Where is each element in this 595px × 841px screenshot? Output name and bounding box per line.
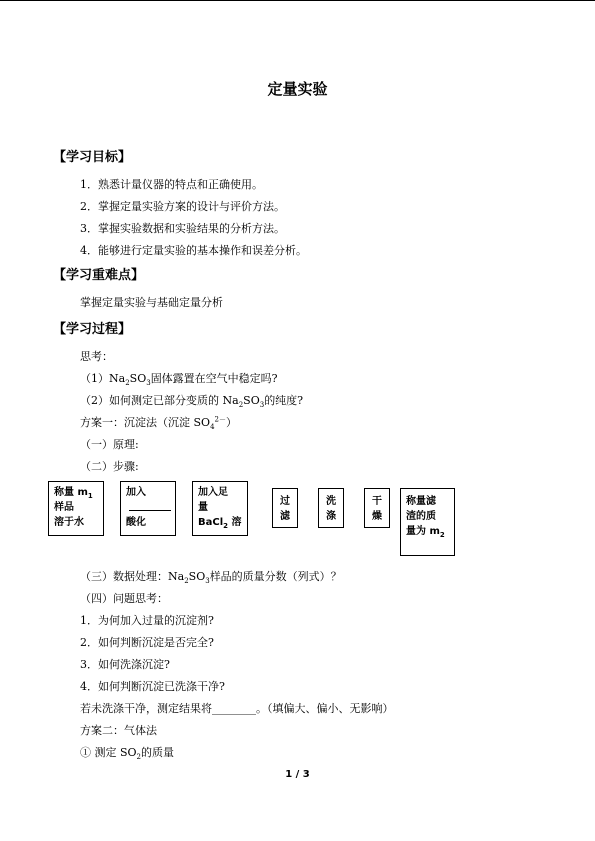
flow-step-dry: 干 燥 (364, 488, 390, 528)
page-number: 1 / 3 (285, 769, 310, 780)
data-processing: （三）数据处理：$Na_2SO_3$样品的质量分数（列式）？ (80, 570, 342, 586)
problem-3: 3．如何洗涤沉淀? (80, 658, 170, 671)
goal-item-1: 1．熟悉计量仪器的特点和正确使用。 (80, 178, 263, 191)
problem-4: 4．如何判断沉淀已洗涤干净? (80, 680, 225, 693)
keypoints-heading: 【学习重难点】 (53, 268, 145, 283)
flow-step-filter: 过 滤 (272, 488, 298, 528)
goal-item-3: 3．掌握实验数据和实验结果的分析方法。 (80, 222, 285, 235)
process-heading: 【学习过程】 (53, 322, 132, 337)
flow-step-weigh-dissolve: 称量 $m_1$ 样品 溶于水 (48, 481, 104, 536)
plan-1-label: 方案一：沉淀法（沉淀 $SO_4^{2-}$） (80, 415, 237, 432)
problem-2: 2．如何判断沉淀是否完全? (80, 636, 214, 649)
flow-step-wash: 洗 涤 (318, 488, 344, 528)
keypoints-text: 掌握定量实验与基础定量分析 (80, 296, 223, 309)
method-1-label: ① 测定 $SO_2$的质量 (80, 746, 175, 762)
steps-label: （二）步骤: (80, 460, 139, 473)
goals-heading: 【学习目标】 (53, 150, 132, 165)
flow-step-add-bacl2: 加入足 量 BaCl$_2$ 溶 (192, 481, 248, 536)
question-1: $(1)Na_2SO_3$固体露置在空气中稳定吗? (80, 372, 278, 388)
flow-step-weigh-residue: 称量滤 渣的质 量为 $m_2$ (400, 488, 455, 556)
think-label: 思考： (80, 350, 113, 363)
plan-2-label: 方案二：气体法 (80, 724, 157, 737)
problem-label: （四）问题思考： (80, 592, 168, 605)
page-top-border (0, 0, 595, 1)
flow-step-acidify: 加入 酸化 (120, 481, 176, 536)
question-2: （2）如何测定已部分变质的 $Na_2SO_3$的纯度? (80, 394, 304, 410)
principle-label: （一）原理: (80, 438, 139, 451)
unwashed-question: 若未洗涤干净，测定结果将________。（填偏大、偏小、无影响） (80, 702, 394, 715)
goal-item-4: 4．能够进行定量实验的基本操作和误差分析。 (80, 244, 307, 257)
goal-item-2: 2．掌握定量实验方案的设计与评价方法。 (80, 200, 285, 213)
problem-1: 1．为何加入过量的沉淀剂? (80, 614, 214, 627)
page-title: 定量实验 (267, 80, 328, 98)
